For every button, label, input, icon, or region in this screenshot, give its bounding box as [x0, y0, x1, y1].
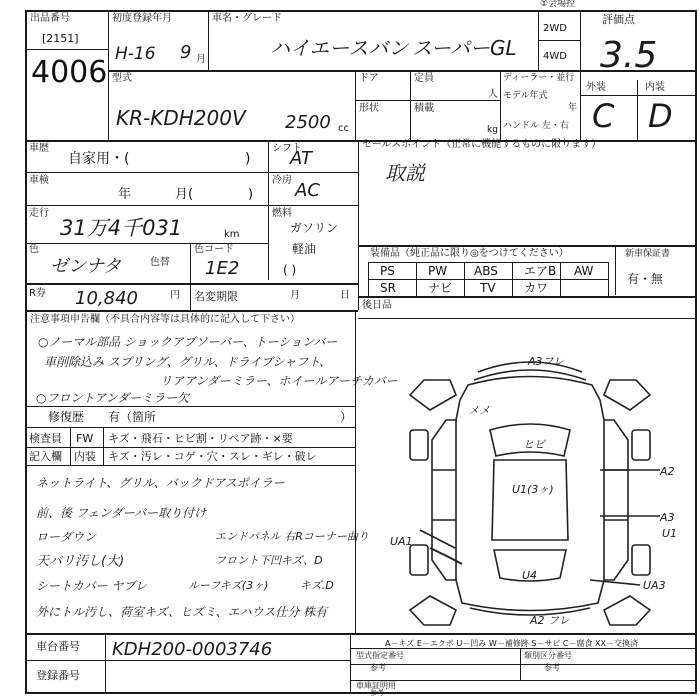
plate-label: 車庫証明用	[356, 681, 396, 690]
note-line-2: 車削除込み スプリング、グリル、ドライブシャフト、	[44, 355, 332, 369]
front-right-wheel	[632, 430, 650, 460]
hw-note-1: ネットライト、グリル、バックドアスポイラー	[36, 476, 285, 490]
model-value: KR-KDH200V	[116, 106, 246, 130]
mark-u1-right: U1	[662, 527, 678, 540]
color-code-value: 1E2	[205, 258, 240, 279]
km-unit: km	[224, 229, 240, 240]
right-front-corner	[604, 380, 650, 410]
mark-bottom: A2 フレ	[530, 614, 570, 627]
left-side-panel	[432, 420, 456, 580]
equip-airbag: エアB	[524, 264, 557, 278]
right-door-lines	[604, 470, 628, 520]
recorder-label: 記入欄	[29, 450, 62, 463]
recycle-value: 10,840	[75, 288, 138, 309]
fuel-gasoline: ガソリン	[290, 221, 339, 235]
exterior-label: 外装	[586, 82, 606, 93]
month-unit: 月	[196, 54, 206, 65]
first-reg-label: 初度登録年月	[112, 13, 172, 24]
mark-windshield: ヒビ	[523, 438, 545, 451]
mark-a3-right: A3	[660, 511, 675, 524]
ref-label-1: 参考	[370, 663, 386, 672]
equip-abs: ABS	[474, 264, 498, 278]
front-bumper-line	[474, 370, 586, 380]
fuel-label: 燃料	[272, 208, 292, 219]
hw-note-3b: エンドパネル 右Rコーナー曲り	[215, 530, 369, 543]
warranty-label: 新車保証書	[625, 249, 671, 259]
repair-label: 修復歴	[48, 410, 85, 424]
rear-right-wheel	[632, 545, 650, 575]
inspection-close: )	[248, 187, 254, 202]
mark-rear: U4	[522, 569, 538, 582]
inspector-label: 検査員	[29, 432, 62, 445]
equip-navi: ナビ	[428, 281, 453, 295]
hw-note-2: 前、後 フェンダーバー取り付け	[36, 506, 207, 520]
equip-tv: TV	[480, 281, 496, 295]
kg-unit: kg	[487, 125, 498, 135]
car-name: ハイエースバン	[270, 36, 409, 60]
ac-label: 冷房	[272, 175, 292, 186]
equip-aw: AW	[574, 264, 594, 278]
registration-label: 登録番号	[36, 669, 80, 682]
hw-note-3: ローダウン	[36, 530, 97, 544]
equip-leather: カワ	[524, 281, 549, 295]
exterior-grade: C	[592, 97, 615, 135]
interior-grade: D	[648, 97, 673, 135]
mileage-value: 31万4千031	[60, 216, 183, 240]
drive-4wd: 4WD	[543, 51, 567, 62]
right-rear-corner	[604, 596, 650, 625]
cc-unit: cc	[338, 123, 349, 134]
car-grade: スーパーGL	[412, 36, 517, 60]
mark-roof: U1(3ヶ)	[512, 483, 554, 496]
shape-label: 形状	[359, 103, 379, 114]
name-grade-label: 車名・グレード	[212, 13, 282, 24]
note-line-4: ○フロントアンダーミラー欠	[36, 391, 190, 405]
rear-left-wheel	[410, 545, 428, 575]
left-front-corner	[410, 380, 456, 410]
chassis-value: KDH200-0003746	[112, 639, 273, 660]
note-line-1: ○ノーマル部品 ショックアブソーバー、トーションバー	[38, 335, 338, 349]
caution-label: 注意事項申告欄（不具合内容等は具体的に記入して下さい）	[30, 314, 300, 325]
sales-label: セールスポイント（正常に機能するものに限ります）	[362, 139, 602, 150]
right-side-panel	[604, 420, 628, 580]
interior-short-label: 内装	[74, 450, 96, 463]
score-value: 3.5	[600, 35, 658, 76]
mark-ua1-left: UA1	[390, 535, 413, 548]
repair-value: 有（箇所	[108, 410, 157, 424]
name-limit-day: 日	[340, 290, 350, 301]
shift-value: AT	[290, 148, 312, 169]
recycle-label: R券	[29, 288, 46, 299]
equipment-label: 装備品（純正品に限り◎をつけてください）	[370, 248, 569, 259]
name-limit-month: 月	[290, 290, 300, 301]
note-line-3: リアアンダーミラー、ホイールアーチカバー	[160, 374, 398, 388]
hw-note-4b: フロント下凹キズ、D	[215, 554, 323, 567]
mark-top: A3フレ	[528, 355, 565, 368]
interior-label: 内装	[645, 82, 665, 93]
hw-note-5c: キズ.D	[300, 579, 334, 592]
ref-label-2: 参考	[544, 663, 560, 672]
mark-left-upper: メメ	[468, 404, 490, 417]
name-limit-label: 名変期限	[194, 290, 238, 303]
model-year-label: モデル年式	[503, 91, 548, 101]
history-label: 車歴	[29, 143, 49, 154]
lot-bracket: [2151]	[42, 32, 79, 45]
inspection-month: 月(	[175, 187, 194, 202]
hw-note-5b: ルーフキズ(3ヶ)	[188, 579, 269, 592]
repair-close: ）	[340, 410, 353, 424]
top-right-partial: ①会場控	[540, 0, 576, 9]
drive-2wd: 2WD	[543, 23, 567, 34]
model-label: 型式	[112, 73, 132, 84]
mark-a2-right: A2	[660, 465, 675, 478]
hw-note-6: 外にトル汚し、荷室キズ、ヒズミ、エハウス仕分 株有	[36, 605, 328, 619]
equip-pw: PW	[428, 264, 448, 278]
color-code-label: 色コード	[194, 244, 234, 255]
left-rear-corner	[410, 596, 456, 625]
lot-number: 4006	[31, 55, 108, 90]
ref-label-3: 参考	[370, 689, 384, 697]
load-label: 積載	[414, 103, 434, 114]
dealer-label: ディーラー・並行	[503, 73, 575, 83]
handle-label: ハンドル 左・右	[503, 121, 569, 131]
equip-ps: PS	[380, 264, 395, 278]
ac-value: AC	[295, 180, 320, 201]
damage-legend: A－キズ E－エクボ U－凹み W－補修跡 S－サビ C－腐食 XX－交換済	[385, 639, 639, 648]
displacement-value: 2500	[285, 112, 331, 133]
door-label: ドア	[359, 73, 379, 84]
hw-note-4: 天バリ汚し(大)	[36, 554, 125, 569]
history-value: 自家用・(	[68, 151, 130, 167]
fw-label: FW	[76, 432, 94, 445]
inspection-year: 年	[118, 187, 132, 202]
score-label: 評価点	[602, 13, 635, 26]
capacity-label: 定員	[414, 73, 434, 84]
mark-ua3: UA3	[643, 579, 666, 592]
chassis-label: 車台番号	[36, 640, 80, 653]
fuel-diesel: 軽油	[292, 242, 317, 256]
first-reg-value: H-16	[115, 44, 156, 64]
mileage-label: 走行	[29, 208, 49, 219]
front-left-wheel	[410, 430, 428, 460]
color-no-label: 色替	[150, 257, 170, 268]
person-unit: 人	[488, 89, 498, 100]
fuel-other: ( )	[283, 263, 297, 277]
history-close: )	[245, 151, 251, 167]
fw-items: キズ・飛石・ヒビ割・リペア跡・×要	[108, 432, 293, 445]
interior-items: キズ・汚レ・コゲ・穴・スレ・ギレ・破レ	[108, 450, 317, 463]
warranty-value: 有・無	[627, 272, 664, 286]
scratch-mark	[430, 548, 462, 564]
after-items-label: 後日品	[362, 300, 392, 311]
equip-sr: SR	[380, 281, 396, 295]
shift-label: シフト	[272, 143, 302, 154]
lot-label: 出品番号	[30, 13, 70, 24]
year-unit: 年	[568, 103, 578, 113]
color-value: ゼンナタ	[50, 256, 122, 277]
roof-panel	[492, 460, 568, 540]
type-cert-label: 型式指定番号	[356, 651, 404, 660]
sales-value: 取説	[385, 161, 425, 185]
color-label: 色	[29, 244, 39, 255]
first-reg-month: 9	[180, 42, 192, 63]
left-door-lines	[432, 470, 456, 520]
inspection-label: 車検	[29, 175, 49, 186]
yen-unit: 円	[170, 290, 180, 301]
hw-note-5: シートカバー ヤブレ	[36, 579, 147, 593]
pointer-ua3	[590, 580, 640, 585]
class-label: 類別区分番号	[524, 651, 572, 660]
